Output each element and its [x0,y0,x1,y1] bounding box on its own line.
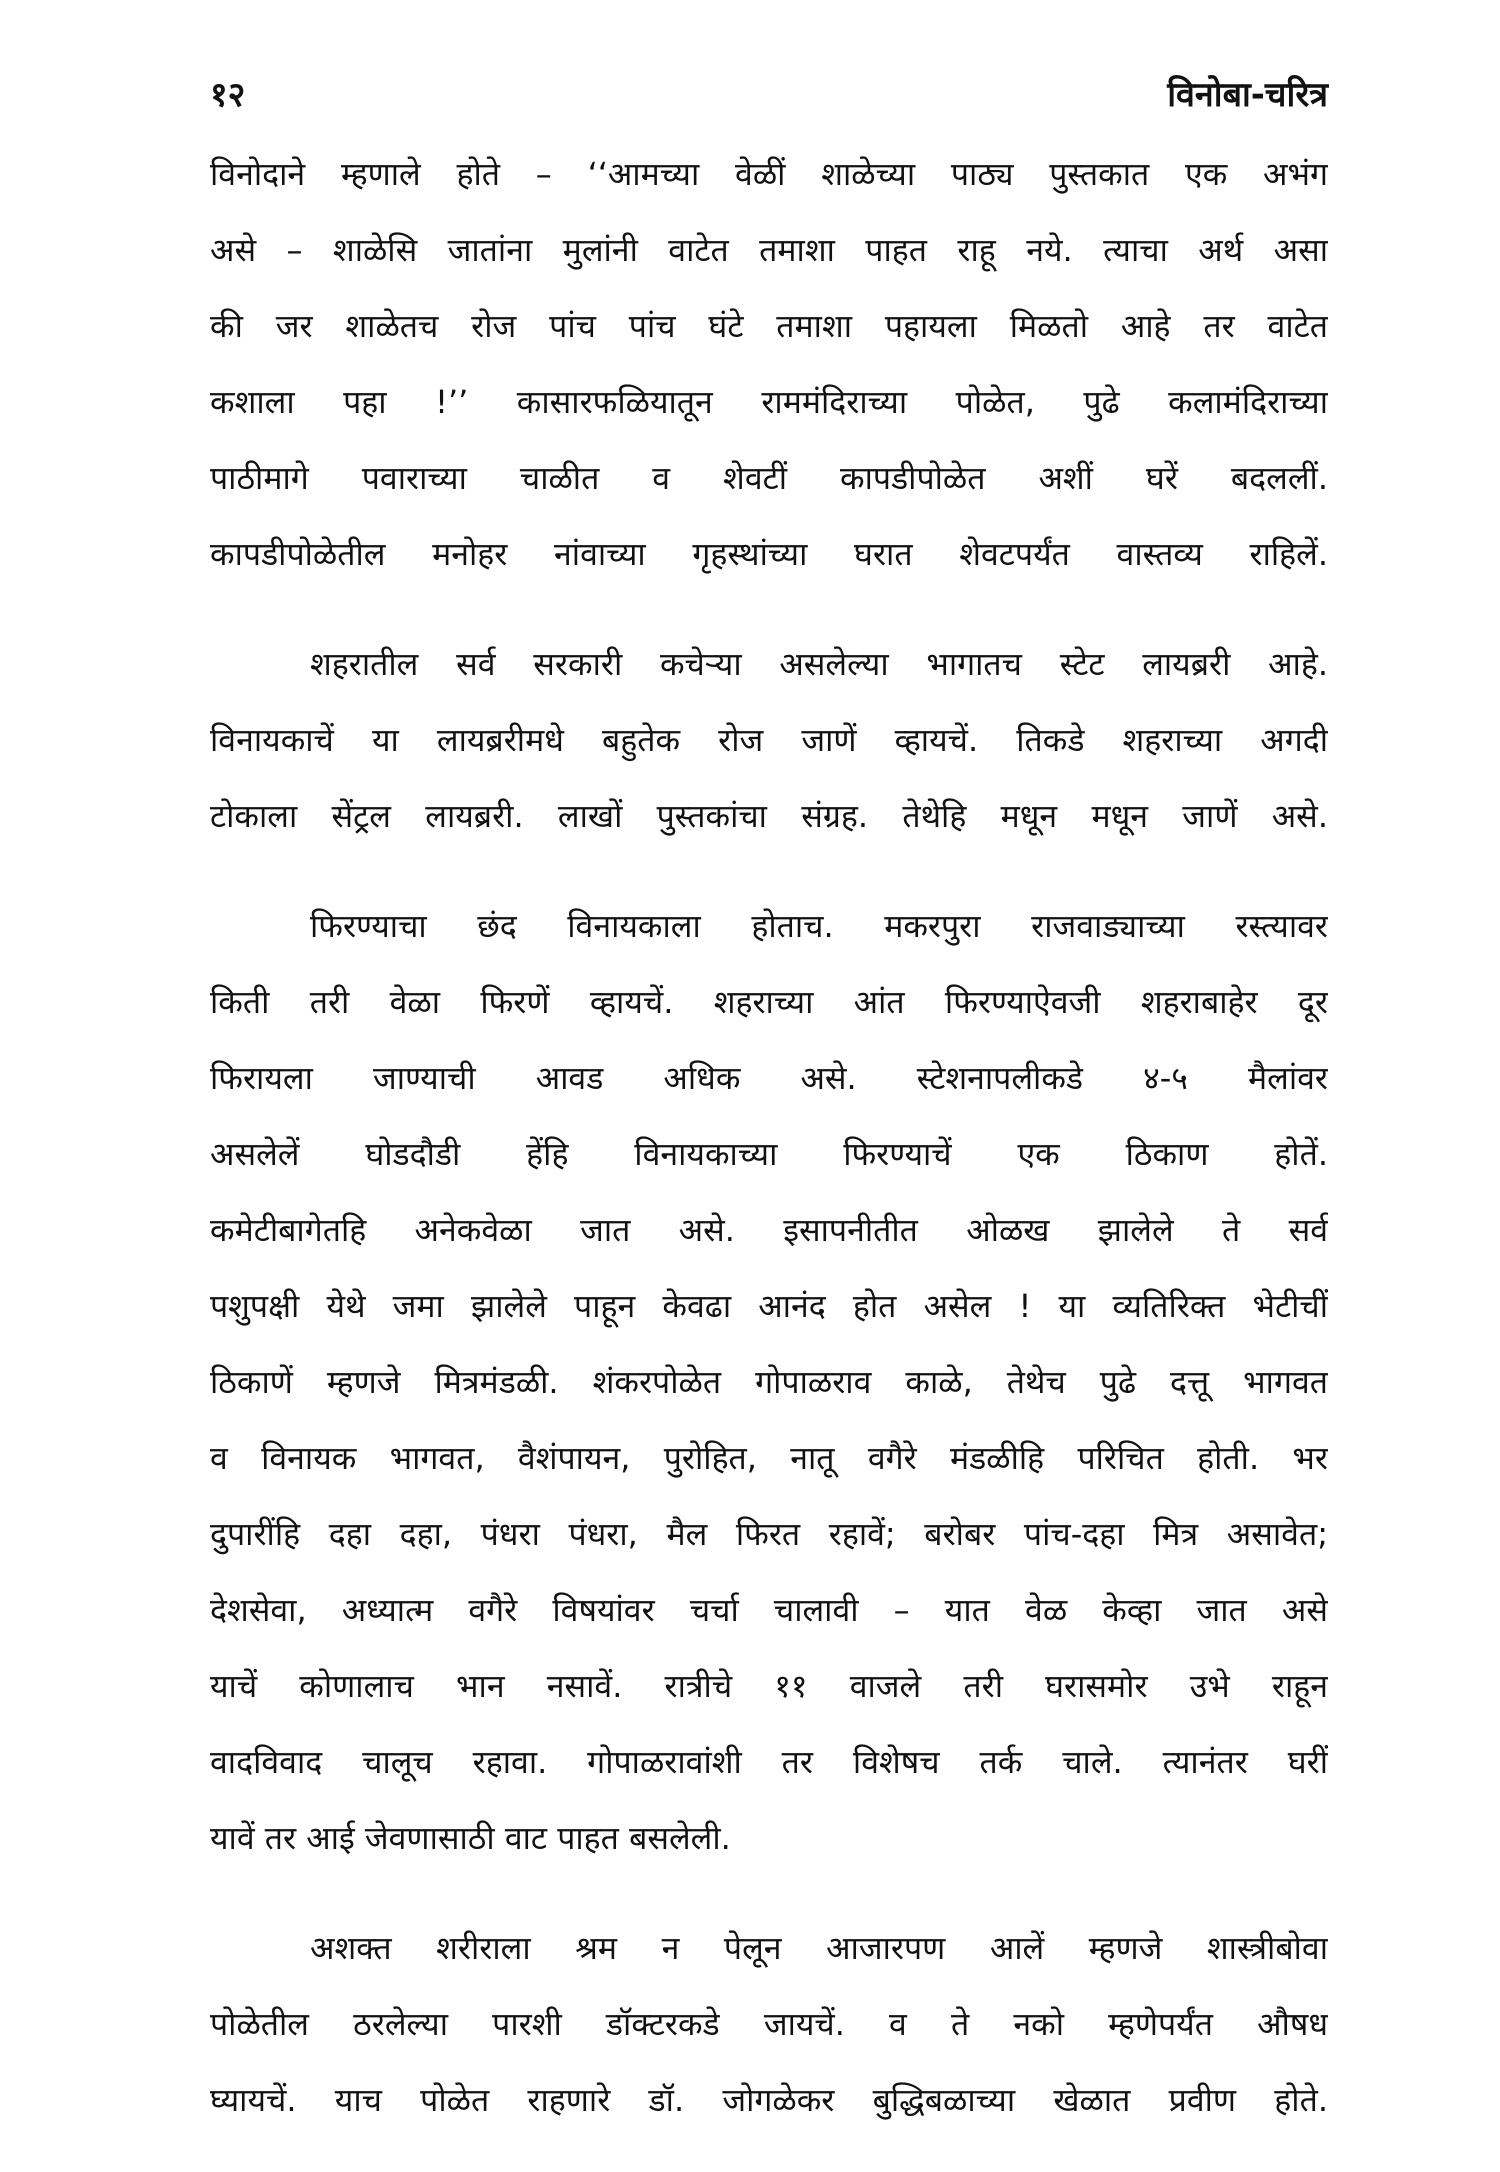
paragraph-3 [210,888,1328,1876]
text-line: असलेलें घोडदौडी हेंहि विनायकाच्या फिरण्याचें एक ठिकाण होतें. [210,1135,1328,1173]
text-line: पाठीमागे पवाराच्या चाळीत व शेवटीं कापडीपोळेत अशीं घरें बदललीं. [210,459,1328,497]
paragraph-2 [210,626,1328,854]
text-line: घ्यायचें. याच पोळेत राहणारे डॉ. जोगळेकर बुद्धिबळाच्या खेळात प्रवीण होते. [210,2081,1328,2119]
text-line: पोळेतील ठरलेल्या पारशी डॉक्टरकडे जायचें. व ते नको म्हणेपर्यंत औषध [210,2005,1328,2043]
running-title: विनोबा-चरित्र [1167,75,1328,115]
page-header [210,70,1328,136]
text-line: कापडीपोळेतील मनोहर नांवाच्या गृहस्थांच्या घरात शेवटपर्यंत वास्तव्य राहिलें. [210,535,1328,573]
text-line: यावें तर आई जेवणासाठी वाट पाहत बसलेली. [210,1819,731,1857]
text-line: कशाला पहा !’’ कासारफळियातून राममंदिराच्या पोळेत, पुढे कलामंदिराच्या [210,383,1328,421]
text-line: पशुपक्षी येथे जमा झालेले पाहून केवढा आनंद होत असेल ! या व्यतिरिक्त भेटीचीं [210,1287,1328,1325]
text-line: शहरातील सर्व सरकारी कचेऱ्या असलेल्या भागातच स्टेट लायब्ररी आहे. [310,645,1328,683]
text-line: टोकाला सेंट्रल लायब्ररी. लाखों पुस्तकांचा संग्रह. तेथेहि मधून मधून जाणें असे. [210,797,1328,835]
text-line: वादविवाद चालूच रहावा. गोपाळरावांशी तर विशेषच तर्क चाले. त्यानंतर घरीं [210,1743,1328,1781]
text-line: व विनायक भागवत, वैशंपायन, पुरोहित, नातू वगैरे मंडळीहि परिचित होती. भर [210,1439,1328,1477]
text-line: किती तरी वेळा फिरणें व्हायचें. शहराच्या आंत फिरण्याऐवजी शहराबाहेर दूर [210,983,1328,1021]
text-line: अशक्त शरीराला श्रम न पेलून आजारपण आलें म्हणजे शास्त्रीबोवा [310,1929,1328,1967]
paragraph-1 [210,136,1328,592]
text-line: विनायकाचें या लायब्ररीमधे बहुतेक रोज जाणें व्हायचें. तिकडे शहराच्या अगदी [210,721,1328,759]
text-line: असे – शाळेसि जातांना मुलांनी वाटेत तमाशा पाहत राहू नये. त्याचा अर्थ असा [210,231,1328,269]
text-line: की जर शाळेतच रोज पांच पांच घंटे तमाशा पहायला मिळतो आहे तर वाटेत [210,307,1328,345]
text-line: याचें कोणालाच भान नसावें. रात्रीचे ११ वाजले तरी घरासमोर उभे राहून [210,1667,1328,1705]
paragraph-4 [210,1910,1328,2138]
text-line: विनोदाने म्हणाले होते – ‘‘आमच्या वेळीं शाळेच्या पाठ्य पुस्तकात एक अभंग [210,155,1328,193]
text-line: दुपारींहि दहा दहा, पंधरा पंधरा, मैल फिरत रहावें; बरोबर पांच-दहा मित्र असावेत; [210,1515,1328,1553]
text-line: ठिकाणें म्हणजे मित्रमंडळी. शंकरपोळेत गोपाळराव काळे, तेथेच पुढे दत्तू भागवत [210,1363,1328,1401]
text-line: फिरायला जाण्याची आवड अधिक असे. स्टेशनापलीकडे ४-५ मैलांवर [210,1059,1328,1097]
page-number: १२ [210,75,246,115]
text-line: फिरण्याचा छंद विनायकाला होताच. मकरपुरा राजवाड्याच्या रस्त्यावर [310,907,1328,945]
book-page [210,70,1328,2172]
text-line: देशसेवा, अध्यात्म वगैरे विषयांवर चर्चा चालावी – यात वेळ केव्हा जात असे [210,1591,1328,1629]
text-line: कमेटीबागेतहि अनेकवेळा जात असे. इसापनीतीत ओळख झालेले ते सर्व [210,1211,1328,1249]
